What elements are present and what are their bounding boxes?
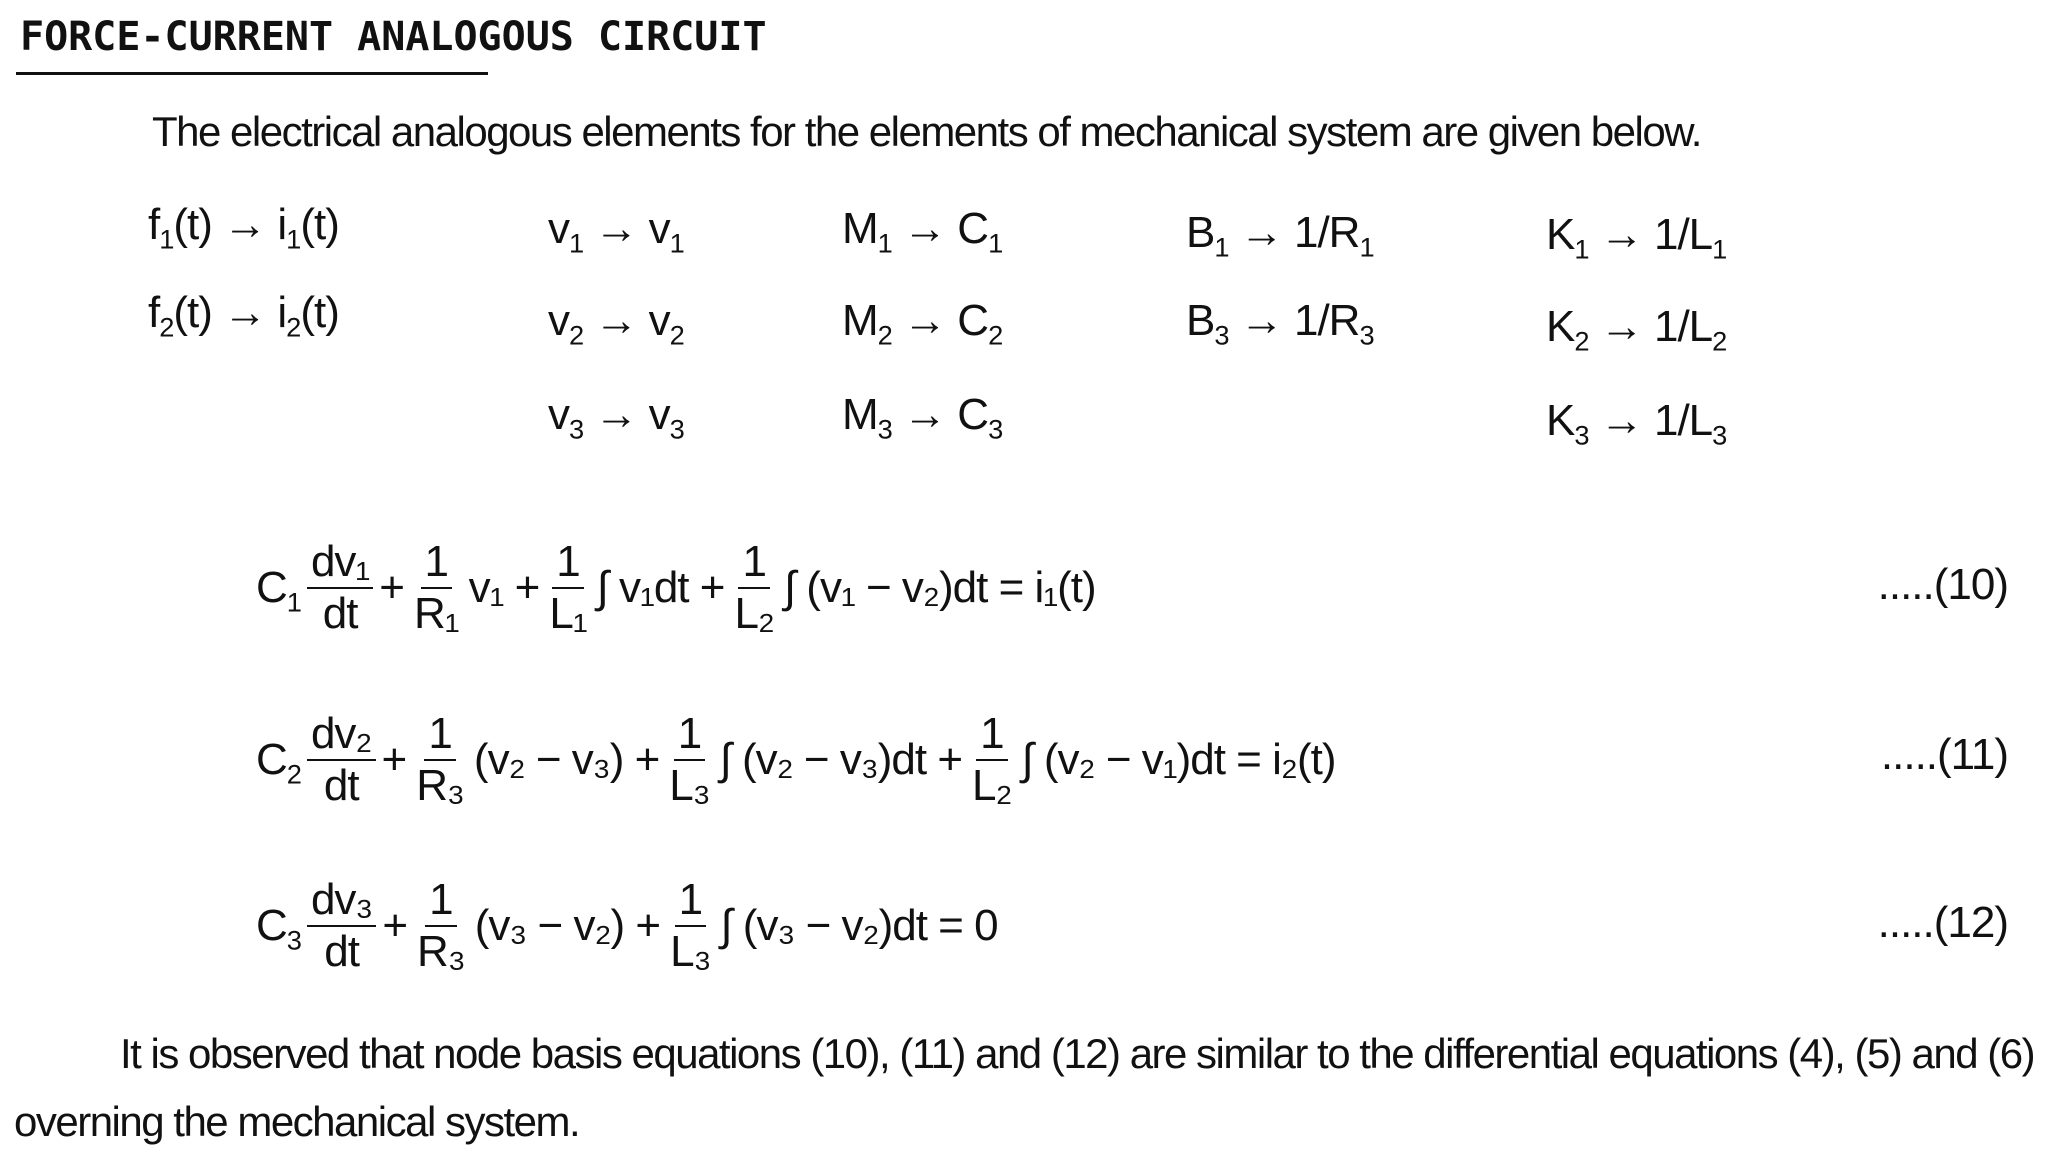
eq11-frac-2: $\frac{1}{\text{R₃}}$ <box>416 708 464 810</box>
eq10-lead: $C_1$ <box>256 563 301 618</box>
eq12-term-2: (v₃ − v₂) + <box>474 901 661 950</box>
mapping-v2: $v_2 \to v_2$ <box>548 296 684 351</box>
eq11-lead: $C_2$ <box>256 735 301 790</box>
eq12-term-3: ∫ (v₃ − v₂)dt = 0 <box>720 901 998 950</box>
equation-11 <box>254 700 1337 820</box>
eq11-frac-4: $\frac{1}{\text{L₂}}$ <box>972 708 1012 810</box>
eq12-frac-3: $\frac{1}{\text{L₃}}$ <box>670 874 711 976</box>
eq10-plus-1: + <box>379 563 404 612</box>
heading-underline <box>16 72 488 75</box>
eq10-frac-1: $\frac{\text{dv₁}}{dt}$ <box>307 539 373 637</box>
eq12-lead: $C_3$ <box>256 901 301 956</box>
eq11-frac-1: $\frac{\text{dv₂}}{dt}$ <box>307 711 376 809</box>
mapping-b1: $B_1 \to 1/R_1$ <box>1186 208 1374 263</box>
eq12-frac-1: $\frac{\text{dv₃}}{dt}$ <box>307 877 376 975</box>
eq12-frac-2: $\frac{1}{\text{R₃}}$ <box>417 874 465 976</box>
eq10-frac-3: $\frac{1}{\text{L₁}}$ <box>549 536 587 638</box>
mapping-m3: $M_3 \to C_3$ <box>842 390 1003 445</box>
mapping-b3: $B_3 \to 1/R_3$ <box>1186 296 1374 351</box>
eq10-frac-4: $\frac{1}{\text{L₂}}$ <box>734 536 775 638</box>
mapping-f2: $f_2(t) \to i_2(t)$ <box>148 288 339 343</box>
eq11-plus-1: + <box>381 735 407 784</box>
eq10-term-4: ∫ (v₁ − v₂)dt = i₁(t) <box>784 563 1096 612</box>
mapping-v1: $v_1 \to v_1$ <box>548 204 684 259</box>
mapping-f1: $f_1(t) \to i_1(t)$ <box>148 200 339 255</box>
eq12-plus-1: + <box>382 901 408 950</box>
equation-12 <box>254 866 1000 986</box>
mapping-m1: $M_1 \to C_1$ <box>842 204 1003 259</box>
eq11-term-2: (v₂ − v₃) + <box>473 735 660 784</box>
equation-12-number: .....(12) <box>1877 898 2008 947</box>
conclusion-line-1: It is observed that node basis equations (10), (11) and (12) are similar to the differential equations (4), (5) and (6) <box>120 1030 2035 1077</box>
equation-10-number: .....(10) <box>1877 560 2008 609</box>
eq11-term-4: ∫ (v₂ − v₁)dt = i₂(t) <box>1021 735 1336 784</box>
equation-11-number: .....(11) <box>1880 730 2008 779</box>
eq11-frac-3: $\frac{1}{\text{L₃}}$ <box>669 708 710 810</box>
mapping-k2: $K_2 \to 1/L_2$ <box>1546 302 1727 357</box>
mapping-k3: $K_3 \to 1/L_3$ <box>1546 396 1727 451</box>
page-heading: FORCE-CURRENT ANALOGOUS CIRCUIT <box>20 14 767 60</box>
mapping-v3: $v_3 \to v_3$ <box>548 390 684 445</box>
eq10-term-3: ∫ v₁dt + <box>596 563 725 612</box>
eq11-term-3: ∫ (v₂ − v₃)dt + <box>719 735 963 784</box>
eq10-term-2: v₁ + <box>468 563 540 612</box>
eq10-frac-2: $\frac{1}{\text{R₁}}$ <box>413 536 459 638</box>
mapping-k1: $K_1 \to 1/L_1$ <box>1546 210 1727 265</box>
mapping-m2: $M_2 \to C_2$ <box>842 296 1003 351</box>
equation-10 <box>254 528 1098 648</box>
conclusion-line-2: overning the mechanical system. <box>14 1098 580 1145</box>
intro-text: The electrical analogous elements for the elements of mechanical system are given below. <box>152 108 1701 155</box>
